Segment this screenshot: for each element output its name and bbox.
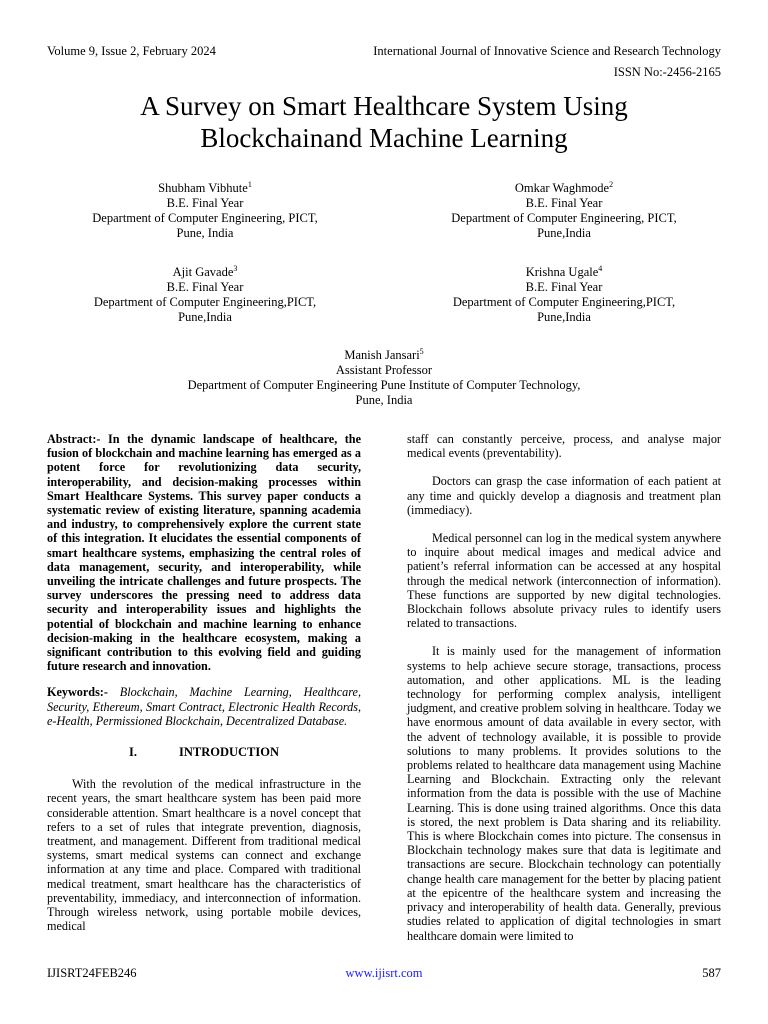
paper-id: IJISRT24FEB246 <box>47 966 137 980</box>
author-place: Pune,India <box>178 310 232 324</box>
author-place: Pune,India <box>537 310 591 324</box>
author-block-1 <box>55 181 355 241</box>
author-block-5 <box>134 348 634 408</box>
author-dept: Department of Computer Engineering,PICT, <box>452 295 676 309</box>
body-paragraph: It is mainly used for the management of information systems to help achieve secure storage, transactions, process automation, and other applications. ML is the leading technology for performing complex analysis, intelligent judgment, and creative problem solving in healthcare. Today we have enormous amount of data available in every sector, with the advent of technology available, it is possible to provide solutions to many problems. It provides solutions to the problems related to healthcare data management using Machine Learning and Blockchain. Extracting only the relevant information from the data is possible with the use of Machine Learning. This is done using trained algorithms. Once this data is stored, the next problem is Data sharing and its reliability. This is where Blockchain comes into picture. The consensus in Blockchain technology makes sure that data is legitimate and transactions are secure. Blockchain technology can potentially change health care management for the better by placing patient at the epicentre of the healthcare system and increasing the privacy and interoperability of health data. Generally, previous studies related to application of digital technologies in smart healthcare domain were limited to <box>407 644 721 943</box>
journal-name: International Journal of Innovative Science and Research Technology <box>373 44 721 58</box>
journal-url-link[interactable]: www.ijisrt.com <box>345 966 423 980</box>
author-dept: Department of Computer Engineering Pune Institute of Computer Technology, <box>187 378 581 392</box>
author-name: Shubham Vibhute <box>158 181 248 195</box>
body-paragraph: Medical personnel can log in the medical system anywhere to inquire about medical images and medical advice and patient’s referral information can be accessed at any hospital through the medical network (interconnection of information). These functions are supported by new digital technologies. Blockchain follows absolute privacy rules to identify users related to transactions. <box>407 531 721 631</box>
author-sup: 1 <box>247 179 252 189</box>
keywords-label: Keywords:- <box>47 685 108 700</box>
body-paragraph: Doctors can grasp the case information of each patient at any time and quickly develop a diagnosis and treatment plan (immediacy). <box>407 474 721 517</box>
author-place: Pune, India <box>176 226 234 240</box>
keywords <box>47 685 361 728</box>
issn: ISSN No:-2456-2165 <box>613 65 721 79</box>
title-line-2: Blockchainand Machine Learning <box>200 123 568 153</box>
author-sup: 4 <box>598 263 603 273</box>
intro-paragraph: With the revolution of the medical infrastructure in the recent years, the smart healthcare system has been paid more considerable attention. Smart healthcare is a novel concept that refers to a set of rules that integrate prevention, diagnosis, treatment, and management. Different from traditional medical systems, smart medical systems can connect and exchange information at any time and place. Compared with traditional medical treatment, smart healthcare has the characteristics of preventability, immediacy, and interconnection of information. Through wireless network, using portable mobile devices, medical <box>47 777 361 934</box>
section-number: I. <box>128 745 137 760</box>
author-place: Pune,India <box>537 226 591 240</box>
section-title: INTRODUCTION <box>178 745 279 760</box>
author-place: Pune, India <box>355 393 413 407</box>
author-dept: Department of Computer Engineering, PICT, <box>451 211 677 225</box>
author-dept: Department of Computer Engineering, PICT, <box>92 211 318 225</box>
author-block-2 <box>414 181 714 241</box>
author-name: Manish Jansari <box>344 348 420 362</box>
right-column <box>407 432 721 943</box>
left-column <box>47 432 361 934</box>
title-line-1: A Survey on Smart Healthcare System Using <box>140 91 628 121</box>
author-sup: 5 <box>419 346 424 356</box>
author-dept: Department of Computer Engineering,PICT, <box>93 295 317 309</box>
keywords-text: Blockchain, Machine Learning, Healthcare, Security, Ethereum, Smart Contract, Electronic Health Records, e-Health, Permissioned Blockchain, Decentralized Database. <box>47 685 362 728</box>
author-sup: 3 <box>233 263 238 273</box>
author-role: B.E. Final Year <box>525 280 603 294</box>
journal-issue: Volume 9, Issue 2, February 2024 <box>47 44 216 58</box>
author-role: B.E. Final Year <box>525 196 603 210</box>
section-heading <box>47 745 361 759</box>
author-name: Ajit Gavade <box>172 265 234 279</box>
author-name: Omkar Waghmode <box>514 181 610 195</box>
author-role: B.E. Final Year <box>166 280 244 294</box>
author-sup: 2 <box>609 179 614 189</box>
author-name: Krishna Ugale <box>525 265 599 279</box>
author-role: Assistant Professor <box>335 363 433 377</box>
author-block-3 <box>55 265 355 325</box>
paper-title <box>0 90 768 154</box>
author-role: B.E. Final Year <box>166 196 244 210</box>
author-block-4 <box>414 265 714 325</box>
abstract: Abstract:- In the dynamic landscape of healthcare, the fusion of blockchain and machine learning has emerged as a potent force for revolutionizing data security, interoperability, and decision-making processes within Smart Healthcare Systems. This survey paper conducts a systematic review of existing literature, spanning academia and industry, to comprehensively explore the current state of this integration. It elucidates the essential components of smart healthcare systems, emphasizing the central roles of data management, security, and interoperability, while unveiling the intricate challenges and future prospects. The survey underscores the pressing need to address data security and interoperability issues and highlights the potential of blockchain and machine learning to enhance decision-making in the healthcare ecosystem, making a significant contribution to this evolving field and guiding future research and innovation. <box>47 432 361 674</box>
body-paragraph: staff can constantly perceive, process, and analyse major medical events (preventability). <box>407 432 721 461</box>
page-number: 587 <box>702 966 721 980</box>
